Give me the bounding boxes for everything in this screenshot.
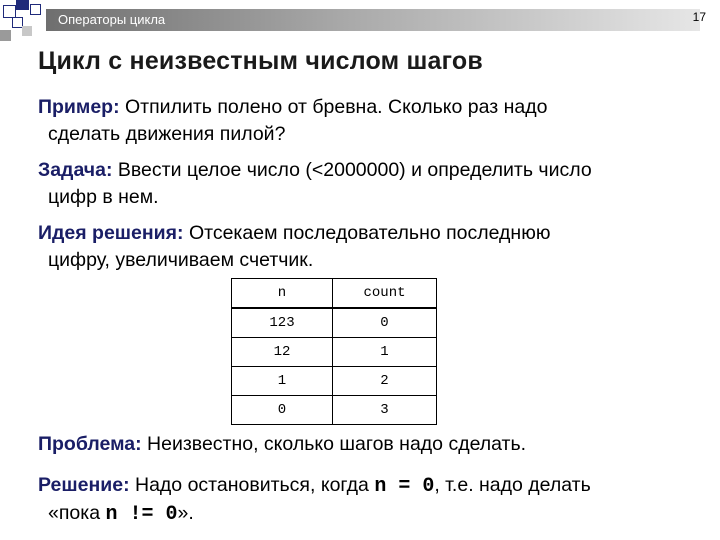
solution-line2 xyxy=(38,500,698,528)
solution-text-d: ». xyxy=(177,502,194,524)
table-row xyxy=(232,308,437,338)
example-paragraph xyxy=(38,94,698,148)
solution-paragraph xyxy=(38,472,698,528)
trace-table xyxy=(231,278,437,425)
table-cell: 3 xyxy=(333,396,437,425)
example-text-line2: сделать движения пилой? xyxy=(48,123,286,145)
deco-square xyxy=(0,30,11,41)
deco-square xyxy=(22,26,32,36)
table-cell: 2 xyxy=(333,367,437,396)
solution-text-a: Надо остановиться, когда xyxy=(135,474,369,496)
problem-label: Проблема: xyxy=(38,433,142,455)
problem-text: Неизвестно, сколько шагов надо сделать. xyxy=(147,433,527,455)
solution-code-1: n = 0 xyxy=(374,475,435,498)
idea-label: Идея решения: xyxy=(38,222,184,244)
table-cell: 1 xyxy=(232,367,333,396)
table-cell: 123 xyxy=(232,308,333,338)
idea-text-line2: цифру, увеличиваем счетчик. xyxy=(48,249,314,271)
table-row xyxy=(232,396,437,425)
solution-text-c: «пока xyxy=(48,502,101,524)
table-cell: 0 xyxy=(232,396,333,425)
table-cell: 12 xyxy=(232,338,333,367)
slide-title: Цикл с неизвестным числом шагов xyxy=(38,47,483,75)
example-text-line1: Отпилить полено от бревна. Сколько раз надо xyxy=(125,96,548,118)
page-number: 17 xyxy=(692,10,706,24)
idea-text-line1: Отсекаем последовательно последнюю xyxy=(188,222,551,244)
table-header-cell: n xyxy=(232,279,333,309)
problem-paragraph xyxy=(38,431,698,458)
deco-square xyxy=(30,4,41,15)
solution-text-b: , т.е. надо делать xyxy=(434,474,591,496)
section-title: Операторы цикла xyxy=(58,12,166,27)
task-text-line1: Ввести целое число (<2000000) и определить число xyxy=(117,159,592,181)
table-cell: 0 xyxy=(333,308,437,338)
example-label: Пример: xyxy=(38,96,120,118)
solution-label: Решение: xyxy=(38,474,130,496)
table-header-row xyxy=(232,279,437,309)
task-text-line2: цифр в нем. xyxy=(48,186,159,208)
table-cell: 1 xyxy=(333,338,437,367)
table-row xyxy=(232,367,437,396)
task-label: Задача: xyxy=(38,159,113,181)
table-header-cell: count xyxy=(333,279,437,309)
table-row xyxy=(232,338,437,367)
idea-paragraph xyxy=(38,220,698,274)
deco-square xyxy=(16,0,29,10)
task-paragraph xyxy=(38,157,698,211)
solution-code-2: n != 0 xyxy=(105,503,178,526)
